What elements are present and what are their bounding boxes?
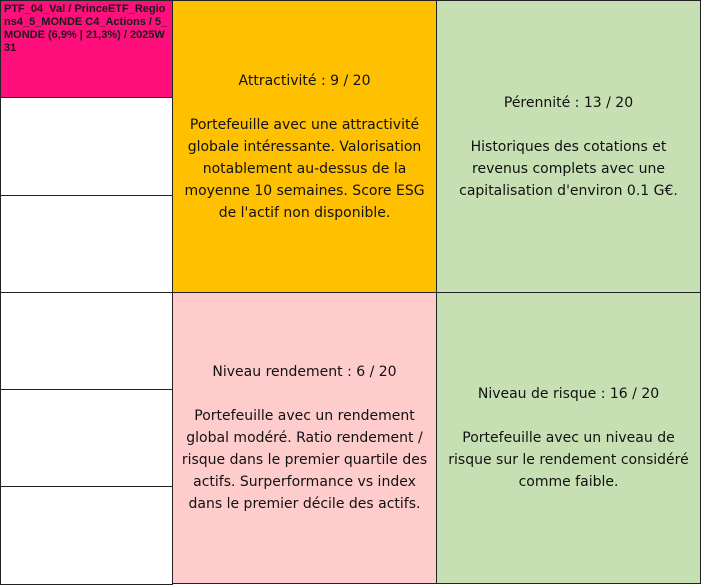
perennite-panel: [436, 0, 701, 293]
attractivite-text: Portefeuille avec une attractivité globale intéressante. Valorisation notablement au-dessus de la moyenne 10 semaines. Score ESG de l'actif non disponible.: [184, 116, 425, 221]
rendement-text: Portefeuille avec un rendement global modéré. Ratio rendement / risque dans le premier quartile des actifs. Surperformance vs index dans le premier décile des actifs.: [181, 408, 428, 512]
perennite-title: Pérennité : 13 / 20: [503, 94, 634, 111]
empty-cell-5: [0, 486, 173, 585]
empty-cell-2: [0, 195, 173, 293]
risque-text: Portefeuille avec un niveau de risque sur le rendement considéré comme faible.: [448, 430, 689, 490]
rendement-title: Niveau rendement : 6 / 20: [212, 364, 397, 380]
empty-cell-1: [0, 97, 173, 196]
attractivite-panel: [172, 0, 437, 293]
portfolio-header-label: PTF_04_Val / PrinceETF_Regions4_5_MONDE C4_Actions / 5_MONDE (6,9% | 21,3%) / 2025W31: [0, 0, 173, 98]
attractivite-title: Attractivité : 9 / 20: [238, 72, 371, 89]
risque-title: Niveau de risque : 16 / 20: [477, 386, 660, 402]
risque-panel: [436, 292, 701, 584]
perennite-text: Historiques des cotations et revenus complets avec une capitalisation d'environ 0.1 G€.: [459, 138, 678, 199]
empty-cell-3: [0, 292, 173, 390]
empty-cell-4: [0, 389, 173, 487]
rendement-panel: [172, 292, 437, 584]
